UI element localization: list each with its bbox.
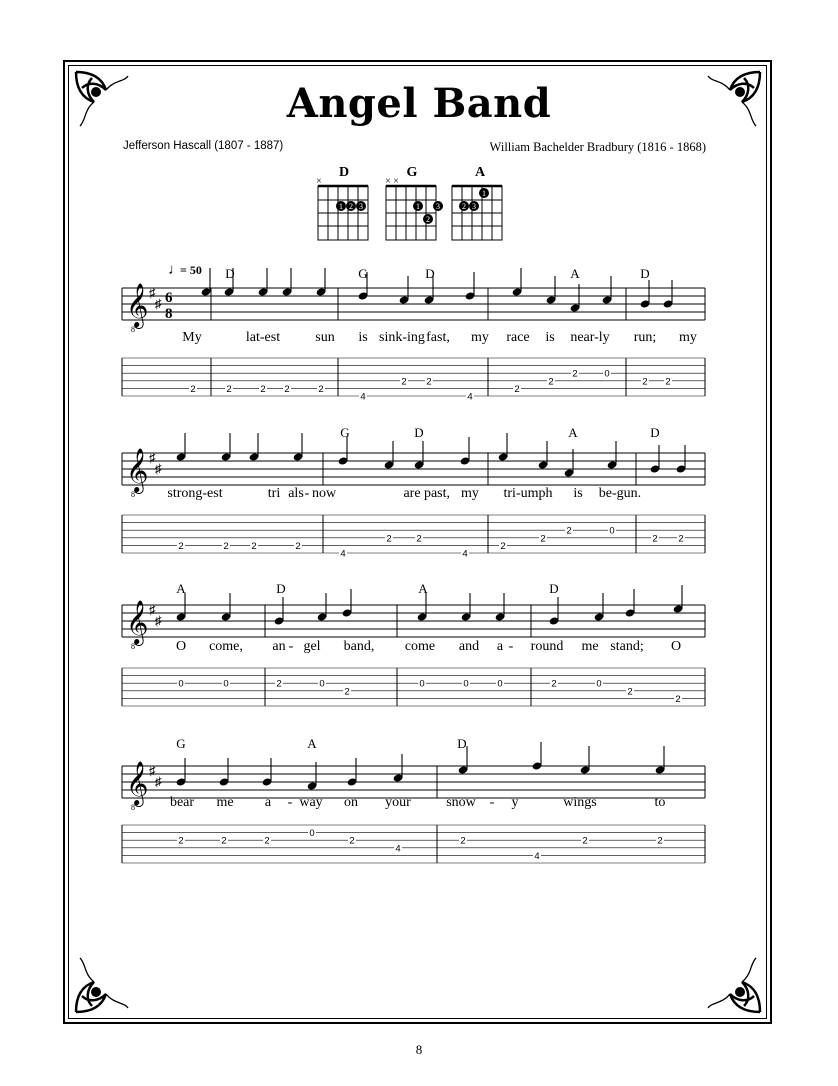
tab-fret-number: 2 [221, 835, 227, 847]
tab-fret-number: 0 [309, 828, 315, 840]
chord-name: A [418, 581, 428, 596]
tab-fret-number: 2 [540, 533, 546, 545]
lyric-syllable: sun [315, 330, 335, 345]
tab-fret-number: 2 [657, 835, 663, 847]
lyric-syllable: now [311, 486, 337, 501]
tab-fret-number: 2 [460, 835, 466, 847]
lyric-syllable: is [573, 486, 583, 501]
lyric-syllable: a [264, 795, 272, 810]
lyric-syllable: an [272, 639, 286, 654]
tab-fret-number: 2 [665, 376, 671, 388]
svg-text:1: 1 [339, 202, 343, 211]
tab-fret-number: 2 [349, 835, 355, 847]
chord-name: D [425, 266, 435, 281]
key-sharp: ♯ [149, 602, 156, 617]
chord-name: G [176, 736, 186, 751]
key-sharp: ♯ [149, 450, 156, 465]
tab-fret-number: 0 [604, 368, 610, 380]
tab-fret-number: 2 [295, 540, 301, 552]
tab-fret-number: 2 [178, 835, 184, 847]
key-sharp: ♯ [149, 763, 156, 778]
tab-fret-number: 2 [284, 383, 290, 395]
svg-text:3: 3 [359, 202, 363, 211]
tab-fret-number: 4 [467, 391, 473, 403]
chord-name: G [358, 266, 368, 281]
tab-fret-number: 2 [582, 835, 588, 847]
tab-fret-number: 2 [276, 678, 282, 690]
svg-text:1: 1 [416, 202, 420, 211]
svg-text:1: 1 [482, 189, 486, 198]
lyric-syllable: and [458, 639, 480, 654]
svg-text:2: 2 [426, 215, 430, 224]
tab-fret-number: 0 [319, 678, 325, 690]
tab-fret-number: 2 [566, 525, 572, 537]
lyric-syllable: my [679, 330, 697, 345]
lyric-syllable: come [404, 639, 436, 654]
tempo-note-icon: ♩ [168, 262, 183, 278]
tab-fret-number: 2 [514, 383, 520, 395]
tab-fret-number: 0 [497, 678, 503, 690]
chord-name: A [568, 425, 578, 440]
key-sharp: ♯ [155, 296, 162, 311]
chord-name: D [225, 266, 235, 281]
lyric-syllable: way [299, 795, 323, 810]
tab-fret-number: 0 [609, 525, 615, 537]
tempo-marking: = 50 [180, 263, 202, 277]
chord-diagram-name: D [338, 165, 350, 180]
tab-fret-number: 2 [500, 540, 506, 552]
tab-fret-number: 0 [596, 678, 602, 690]
lyric-syllable: my [471, 330, 489, 345]
treble-clef: 𝄞 [126, 602, 149, 644]
lyric-syllable: gel [303, 639, 321, 654]
chord-name: D [457, 736, 467, 751]
lyric-syllable: tri-umph [503, 486, 553, 501]
lyric-syllable: stand; [610, 639, 644, 654]
chord-name: A [307, 736, 317, 751]
lyric-syllable: wings [563, 795, 597, 810]
tab-fret-number: 2 [251, 540, 257, 552]
lyric-syllable: - [287, 795, 293, 810]
chord-name: A [176, 581, 186, 596]
lyric-syllable: O [175, 639, 187, 654]
lyric-syllable: be-gun. [598, 486, 642, 501]
tab-fret-number: 2 [678, 533, 684, 545]
tab-fret-number: 0 [178, 678, 184, 690]
svg-text:3: 3 [436, 202, 440, 211]
svg-text:2: 2 [349, 202, 353, 211]
lyric-syllable: on [344, 795, 358, 810]
page-number: 8 [415, 1042, 423, 1057]
tab-fret-number: 2 [260, 383, 266, 395]
key-sharp: ♯ [155, 774, 162, 789]
lyric-syllable: past, [423, 486, 451, 501]
lyric-syllable: near-ly [570, 330, 610, 345]
svg-text:3: 3 [472, 202, 476, 211]
time-sig-bottom: 8 [165, 306, 173, 322]
tab-fret-number: 2 [401, 376, 407, 388]
tab-fret-number: 2 [627, 686, 633, 698]
key-sharp: ♯ [155, 613, 162, 628]
tab-fret-number: 2 [551, 678, 557, 690]
lyric-syllable: is [545, 330, 555, 345]
lyric-syllable: my [461, 486, 479, 501]
tab-fret-number: 2 [178, 540, 184, 552]
treble-clef: 𝄞 [126, 450, 149, 492]
lyric-syllable: to [654, 795, 666, 810]
lyric-syllable: fast, [426, 330, 450, 345]
chord-name: D [640, 266, 650, 281]
treble-clef: 𝄞 [126, 763, 149, 805]
tab-fret-number: 2 [223, 540, 229, 552]
tab-fret-number: 4 [360, 391, 366, 403]
chord-diagram-name: A [474, 165, 486, 180]
tab-fret-number: 4 [340, 548, 346, 560]
lyric-syllable: your [385, 795, 411, 810]
song-title: Angel Band [286, 80, 552, 127]
lyric-syllable: als [288, 486, 304, 501]
time-sig-top: 6 [165, 290, 173, 306]
clef-octave-mark: 8 [131, 642, 135, 651]
lyric-syllable: sink-ing [379, 330, 425, 345]
clef-octave-mark: 8 [131, 803, 135, 812]
tab-fret-number: 2 [344, 686, 350, 698]
lyric-syllable: me [216, 795, 234, 810]
lyric-syllable: - [508, 639, 514, 654]
key-sharp: ♯ [155, 461, 162, 476]
lyric-syllable: bear [169, 795, 195, 810]
treble-clef: 𝄞 [126, 285, 149, 327]
lyric-syllable: - [304, 486, 310, 501]
lyric-syllable: y [511, 795, 519, 810]
chord-diagram-name: G [406, 165, 418, 180]
svg-text:2: 2 [462, 202, 466, 211]
tab-fret-number: 4 [395, 843, 401, 855]
lyric-syllable: snow [446, 795, 476, 810]
lyric-syllable: O [670, 639, 682, 654]
lyric-syllable: - [489, 795, 495, 810]
muted-string-mark: × × [385, 176, 399, 187]
lyric-syllable: are [403, 486, 421, 501]
lyric-syllable: come, [209, 639, 243, 654]
lyric-syllable: race [506, 330, 530, 345]
tab-fret-number: 2 [190, 383, 196, 395]
chord-name: A [570, 266, 580, 281]
tab-fret-number: 2 [642, 376, 648, 388]
tab-fret-number: 2 [675, 693, 681, 705]
tab-fret-number: 2 [386, 533, 392, 545]
clef-octave-mark: 8 [131, 325, 135, 334]
lyric-syllable: My [182, 330, 202, 345]
lyric-syllable: - [288, 639, 294, 654]
tab-fret-number: 0 [419, 678, 425, 690]
tab-fret-number: 2 [572, 368, 578, 380]
tab-fret-number: 0 [223, 678, 229, 690]
clef-octave-mark: 8 [131, 490, 135, 499]
tab-fret-number: 2 [318, 383, 324, 395]
tab-fret-number: 2 [226, 383, 232, 395]
composer-credit: William Bachelder Bradbury (1816 - 1868) [489, 140, 706, 154]
lyricist-credit: Jefferson Hascall (1807 - 1887) [123, 140, 284, 152]
tab-fret-number: 4 [462, 548, 468, 560]
lyric-syllable: run; [633, 330, 657, 345]
chord-name: D [549, 581, 559, 596]
chord-name: G [340, 425, 350, 440]
tab-fret-number: 2 [652, 533, 658, 545]
chord-name: D [414, 425, 424, 440]
tab-fret-number: 2 [264, 835, 270, 847]
lyric-syllable: a [496, 639, 504, 654]
lyric-syllable: strong-est [167, 486, 223, 501]
lyric-syllable: round [530, 639, 564, 654]
tab-fret-number: 4 [534, 850, 540, 862]
lyric-syllable: lat-est [245, 330, 281, 345]
lyric-syllable: band, [343, 639, 375, 654]
tab-fret-number: 2 [548, 376, 554, 388]
key-sharp: ♯ [149, 285, 156, 300]
chord-name: D [650, 425, 660, 440]
lyric-syllable: tri [267, 486, 281, 501]
muted-string-mark: × [316, 176, 322, 187]
lyric-syllable: is [358, 330, 368, 345]
tab-fret-number: 0 [463, 678, 469, 690]
tab-fret-number: 2 [426, 376, 432, 388]
tab-fret-number: 2 [416, 533, 422, 545]
lyric-syllable: me [581, 639, 599, 654]
chord-name: D [276, 581, 286, 596]
